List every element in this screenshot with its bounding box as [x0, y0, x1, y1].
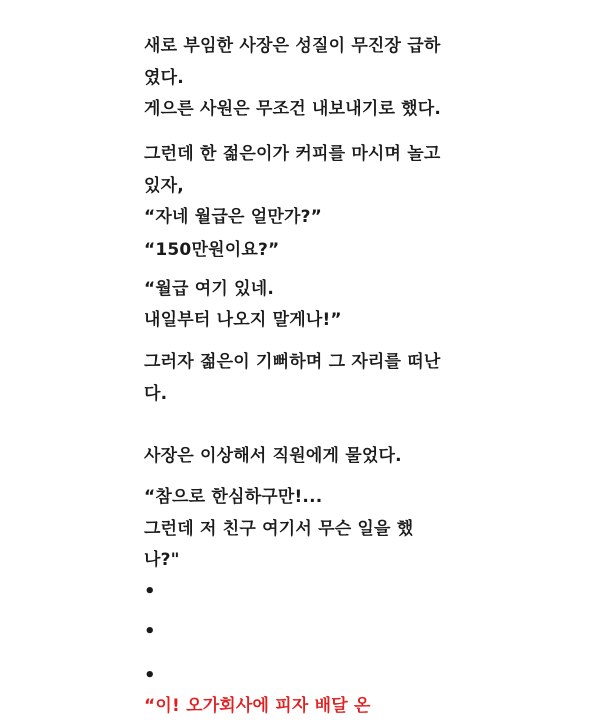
- dialogue-line: “월급 여기 있네.: [144, 279, 274, 299]
- paragraph-line: 그러자 젊은이 기뻐하며 그 자리를 떠난: [144, 352, 441, 372]
- bullet-dot: •: [144, 621, 156, 642]
- dialogue-line: 내일부터 나오지 말게나!”: [144, 310, 342, 330]
- paragraph-line: 있자,: [144, 176, 184, 196]
- paragraph-line: 사장은 이상해서 직원에게 물었다.: [144, 446, 402, 466]
- paragraph-line: 새로 부임한 사장은 성질이 무진장 급하: [144, 36, 441, 56]
- dialogue-line: “150만원이요?”: [144, 240, 280, 260]
- bullet-dot: •: [144, 581, 156, 602]
- bullet-dot: •: [144, 665, 156, 686]
- dialogue-line: 그런데 저 친구 여기서 무슨 일을 했: [144, 519, 414, 539]
- dialogue-line: “자네 월급은 얼만가?”: [144, 207, 323, 227]
- punchline-line: “이! 오가회사에 피자 배달 온: [144, 696, 371, 716]
- dialogue-line: 나?": [144, 550, 180, 570]
- dialogue-line: “참으로 한심하구만!...: [144, 487, 323, 507]
- paragraph-line: 그런데 한 젊은이가 커피를 마시며 놀고: [144, 144, 441, 164]
- paragraph-line: 다.: [144, 384, 168, 404]
- paragraph-line: 게으른 사원은 무조건 내보내기로 했다.: [144, 99, 442, 119]
- paragraph-line: 였다.: [144, 68, 184, 88]
